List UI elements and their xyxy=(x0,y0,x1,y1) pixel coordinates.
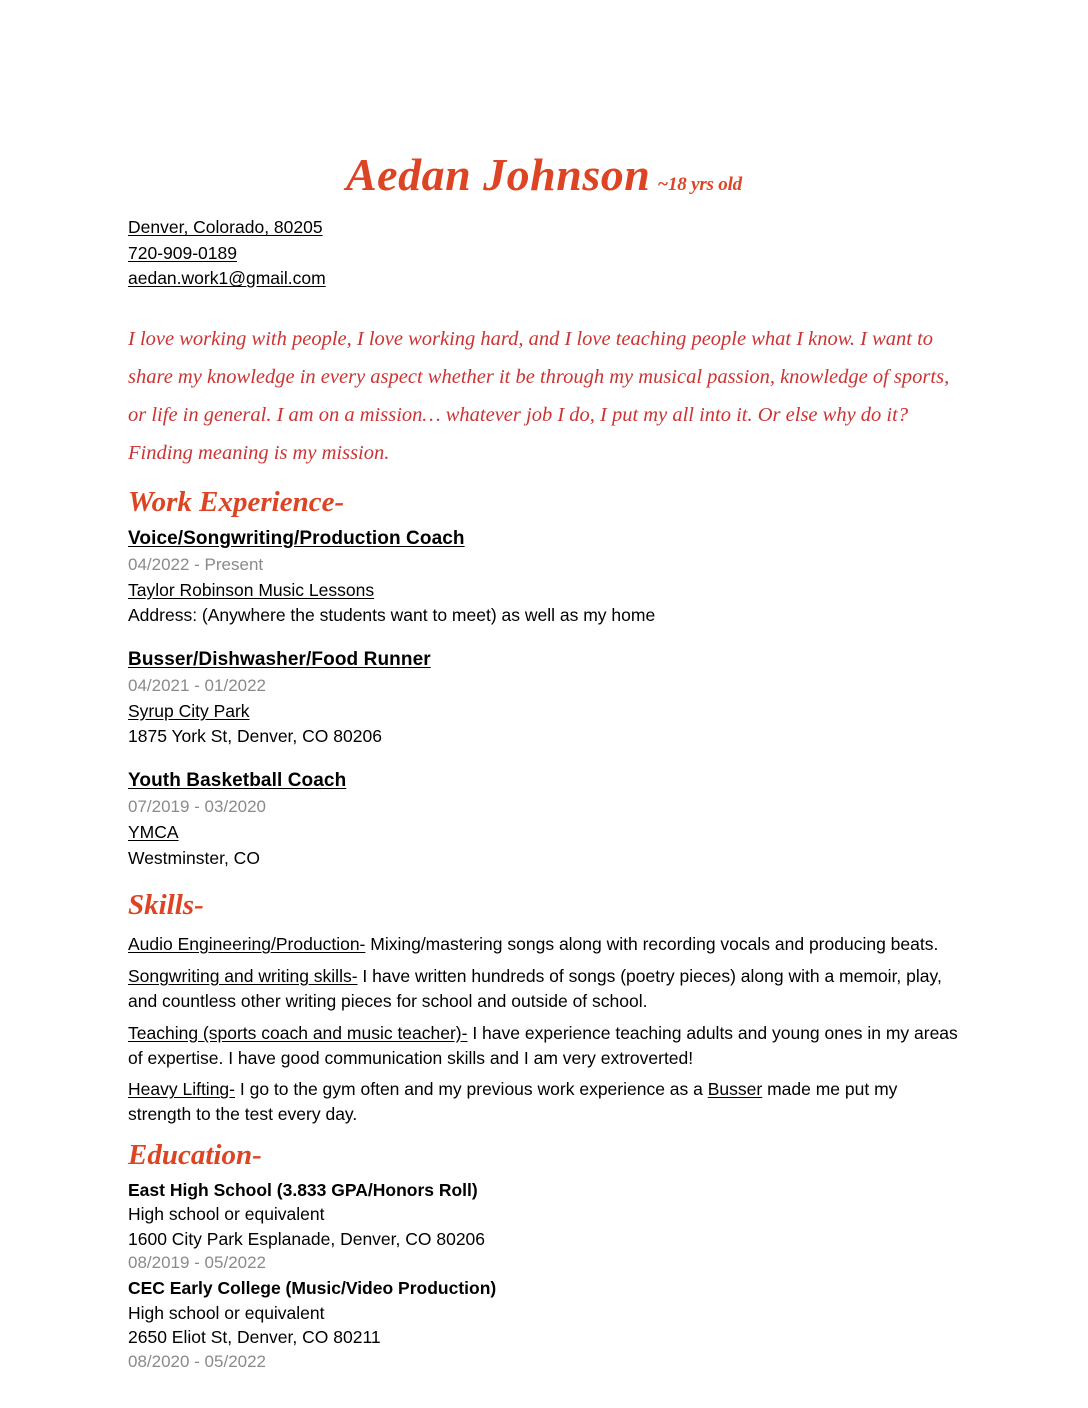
contact-location: Denver, Colorado, 80205 xyxy=(128,217,323,237)
skill-item xyxy=(128,932,960,957)
resume-header xyxy=(128,0,960,198)
education-address: 2650 Eliot St, Denver, CO 80211 xyxy=(128,1327,381,1348)
job-title: Youth Basketball Coach xyxy=(128,770,347,792)
education-entry xyxy=(128,1276,960,1373)
job-company: YMCA xyxy=(128,822,179,843)
job-entry xyxy=(128,528,960,628)
candidate-name: Aedan Johnson xyxy=(346,149,651,200)
skill-emphasis: Busser xyxy=(707,1079,763,1100)
resume-content xyxy=(128,0,960,1374)
job-entry xyxy=(128,649,960,749)
education-level: High school or equivalent xyxy=(128,1302,325,1323)
job-title: Busser/Dishwasher/Food Runner xyxy=(128,648,431,670)
skill-item xyxy=(128,964,960,1014)
summary-paragraph: I love working with people, I love working hard, and I love teaching people what I know. I want to share my knowledge in every aspect whether it be through my musical passion, knowledge of sports, or life in general. I am on a mission… whatever job I do, I put my all into it. Or else why do it? Finding meaning is my mission. xyxy=(128,328,950,464)
job-company: Taylor Robinson Music Lessons xyxy=(128,579,375,600)
job-address: 1875 York St, Denver, CO 80206 xyxy=(128,726,382,747)
contact-block xyxy=(128,215,960,292)
job-dates: 04/2022 - Present xyxy=(128,554,264,574)
job-dates: 04/2021 - 01/2022 xyxy=(128,675,267,695)
skill-description: Mixing/mastering songs along with recording vocals and producing beats. xyxy=(365,934,939,955)
skill-label: Teaching (sports coach and music teacher)- xyxy=(128,1022,468,1043)
skill-label: Heavy Lifting- xyxy=(128,1079,235,1100)
job-address: Westminster, CO xyxy=(128,847,260,868)
skill-description-before: I go to the gym often and my previous work experience as a xyxy=(235,1079,708,1100)
contact-email[interactable]: aedan.work1@gmail.com xyxy=(128,268,326,289)
job-entry xyxy=(128,770,960,870)
candidate-age-note: ~18 yrs old xyxy=(657,174,742,195)
skill-description: I have experience teaching adults and young ones in my areas of expertise. I have good communication skills and I am very extroverted! xyxy=(128,1022,958,1068)
skill-label: Audio Engineering/Production- xyxy=(128,934,366,955)
skill-label: Songwriting and writing skills- xyxy=(128,966,358,987)
contact-phone[interactable]: 720-909-0189 xyxy=(128,242,237,263)
education-dates: 08/2019 - 05/2022 xyxy=(128,1253,267,1273)
section-heading-education: Education- xyxy=(128,1139,262,1172)
education-level: High school or equivalent xyxy=(128,1204,325,1225)
job-address: Address: (Anywhere the students want to meet) as well as my home xyxy=(128,605,656,626)
skills-list xyxy=(128,932,960,1127)
skill-description-after: made me put my strength to the test every day. xyxy=(128,1079,898,1125)
job-company: Syrup City Park xyxy=(128,700,250,721)
skill-item xyxy=(128,1021,960,1071)
job-title: Voice/Songwriting/Production Coach xyxy=(128,527,465,549)
education-list xyxy=(128,1178,960,1374)
education-school: East High School (3.833 GPA/Honors Roll) xyxy=(128,1179,478,1200)
education-dates: 08/2020 - 05/2022 xyxy=(128,1351,267,1371)
section-heading-work-experience: Work Experience- xyxy=(128,485,345,518)
education-address: 1600 City Park Esplanade, Denver, CO 80206 xyxy=(128,1228,486,1249)
section-heading-skills: Skills- xyxy=(128,889,204,922)
education-entry xyxy=(128,1178,960,1275)
education-school: CEC Early College (Music/Video Production) xyxy=(128,1278,497,1299)
work-experience-list xyxy=(128,528,960,871)
skill-item xyxy=(128,1077,960,1127)
job-dates: 07/2019 - 03/2020 xyxy=(128,797,267,817)
skill-description: I have written hundreds of songs (poetry pieces) along with a memoir, play, and countless other writing pieces for school and outside of school. xyxy=(128,966,942,1011)
